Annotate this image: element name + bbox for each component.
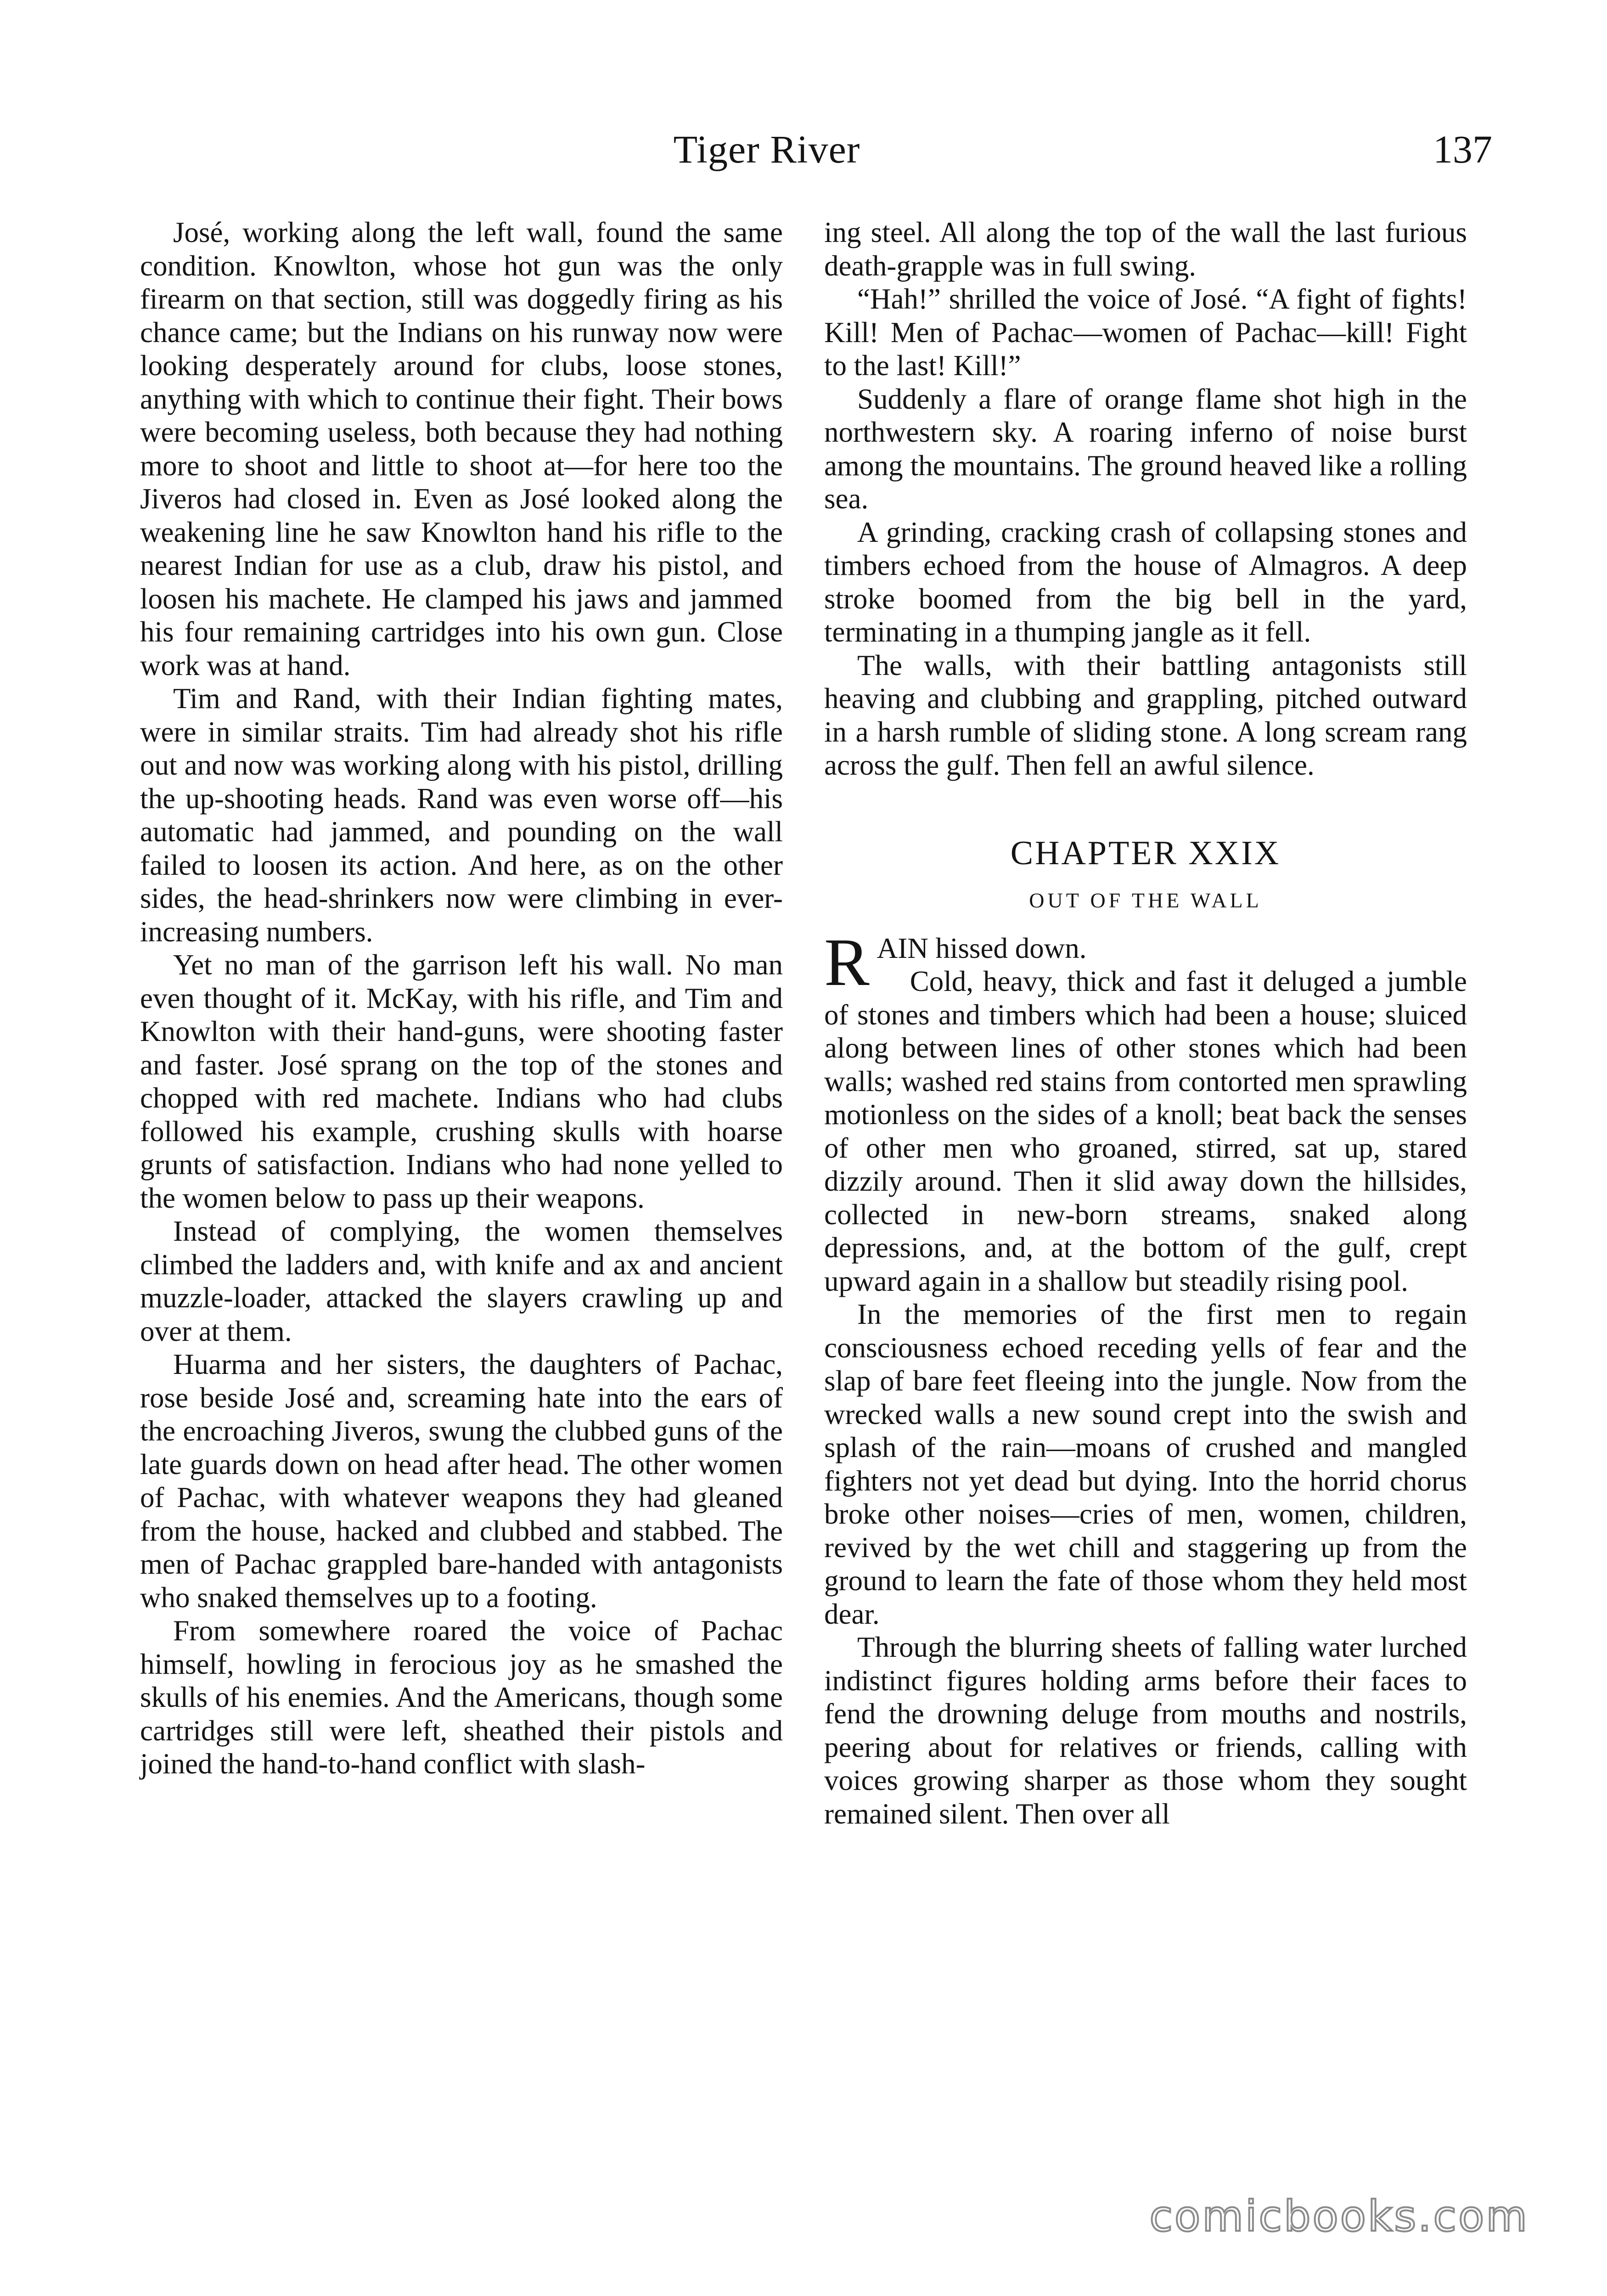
drop-cap: R <box>824 924 870 1000</box>
chapter-subtitle: OUT OF THE WALL <box>1029 888 1262 912</box>
running-title: Tiger River <box>673 127 860 171</box>
right-column <box>824 216 1467 1830</box>
watermark: comicbooks.com <box>1149 2192 1529 2241</box>
body-paragraph: A grinding, cracking crash of collapsing stones and timbers echoed from the house of Almagros. A deep stroke boomed from the big bell in the yard, terminating in a thumping jangle as it fell. <box>824 516 1467 648</box>
continuation-paragraph: ing steel. All along the top of the wall the last furious death-grapple was in full swing. <box>824 216 1467 282</box>
body-paragraph: Cold, heavy, thick and fast it deluged a jumble of stones and timbers which had been a house; sluiced along between lines of other stones which had been walls; washed red stains from contorted men sprawling motionless on the sides of a knoll; beat back the senses of other men who groaned, stirred, sat up, stared dizzily around. Then it slid away down the hillsides, collected in new-born streams, snaked along depressions, and, at the bottom of the gulf, crept upward again in a shallow but steadily rising pool. <box>824 965 1467 1297</box>
body-paragraph: Instead of complying, the women themselves climbed the ladders and, with knife and ax and ancient muzzle-loader, attacked the slayers crawling up and over at them. <box>140 1215 783 1347</box>
left-column <box>140 216 783 1781</box>
page-number: 137 <box>1433 127 1492 171</box>
body-paragraph: From somewhere roared the voice of Pachac himself, howling in ferocious joy as he smashed the skulls of his enemies. And the Americans, though some cartridges still were left, sheathed their pistols and joined the hand-to-hand conflict with slash- <box>140 1615 783 1780</box>
body-paragraph: The walls, with their battling antagonists still heaving and clubbing and grappling, pitched outward in a harsh rumble of sliding stone. A long scream rang across the gulf. Then fell an awful silence. <box>824 649 1467 781</box>
chapter-heading: CHAPTER XXIX <box>1010 834 1281 872</box>
body-paragraph: “Hah!” shrilled the voice of José. “A fight of fights! Kill! Men of Pachac—women of Pachac—kill! Fight to the last! Kill!” <box>824 283 1467 382</box>
body-paragraph: Suddenly a flare of orange flame shot high in the northwestern sky. A roaring inferno of noise burst among the mountains. The ground heaved like a rolling sea. <box>824 383 1467 515</box>
body-paragraph: In the memories of the first men to regain consciousness echoed receding yells of fear and the slap of bare feet fleeing into the jungle. Now from the wrecked walls a new sound crept into the swish and splash of the rain—moans of crushed and mangled fighters not yet dead but dying. Into the horrid chorus broke other noises—cries of men, women, children, revived by the wet chill and staggering up from the ground to learn the fate of those whom they held most dear. <box>824 1298 1467 1630</box>
body-paragraph: Yet no man of the garrison left his wall. No man even thought of it. McKay, with his rifle, and Tim and Knowlton with their hand-guns, were shooting faster and faster. José sprang on the top of the stones and chopped with red machete. Indians who had clubs followed his example, crushing skulls with hoarse grunts of satisfaction. Indians who had none yelled to the women below to pass up their weapons. <box>140 949 783 1214</box>
chapter-opening-paragraph <box>824 924 1467 1000</box>
body-paragraph: José, working along the left wall, found the same condition. Knowlton, whose hot gun was the only firearm on that section, still was doggedly firing as his chance came; but the Indians on his runway now were looking desperately around for clubs, loose stones, anything with which to continue their fight. Their bows were becoming useless, both because they had nothing more to shoot and little to shoot at—for here too the Jiveros had closed in. Even as José looked along the weakening line he saw Knowlton hand his rifle to the nearest Indian for use as a club, draw his pistol, and loosen his machete. He clamped his jaws and jammed his four remaining cartridges into his own gun. Close work was at hand. <box>140 216 783 681</box>
opening-line: AIN hissed down. <box>877 932 1087 964</box>
body-paragraph: Tim and Rand, with their Indian fighting mates, were in similar straits. Tim had already shot his rifle out and now was working along with his pistol, drilling the up-shooting heads. Rand was even worse off—his automatic had jammed, and pounding on the wall failed to loosen its action. And here, as on the other sides, the head-shrinkers now were climbing in ever-increasing numbers. <box>140 682 783 948</box>
body-paragraph: Through the blurring sheets of falling water lurched indistinct figures holding arms before their faces to fend the drowning deluge from mouths and nostrils, peering about for relatives or friends, calling with voices growing sharper as those whom they sought remained silent. Then over all <box>824 1631 1467 1830</box>
body-paragraph: Huarma and her sisters, the daughters of Pachac, rose beside José and, screaming hate into the ears of the encroaching Jiveros, swung the clubbed guns of the late guards down on head after head. The other women of Pachac, with whatever weapons they had gleaned from the house, hacked and clubbed and stabbed. The men of Pachac grappled bare-handed with antagonists who snaked themselves up to a footing. <box>140 1348 783 1614</box>
